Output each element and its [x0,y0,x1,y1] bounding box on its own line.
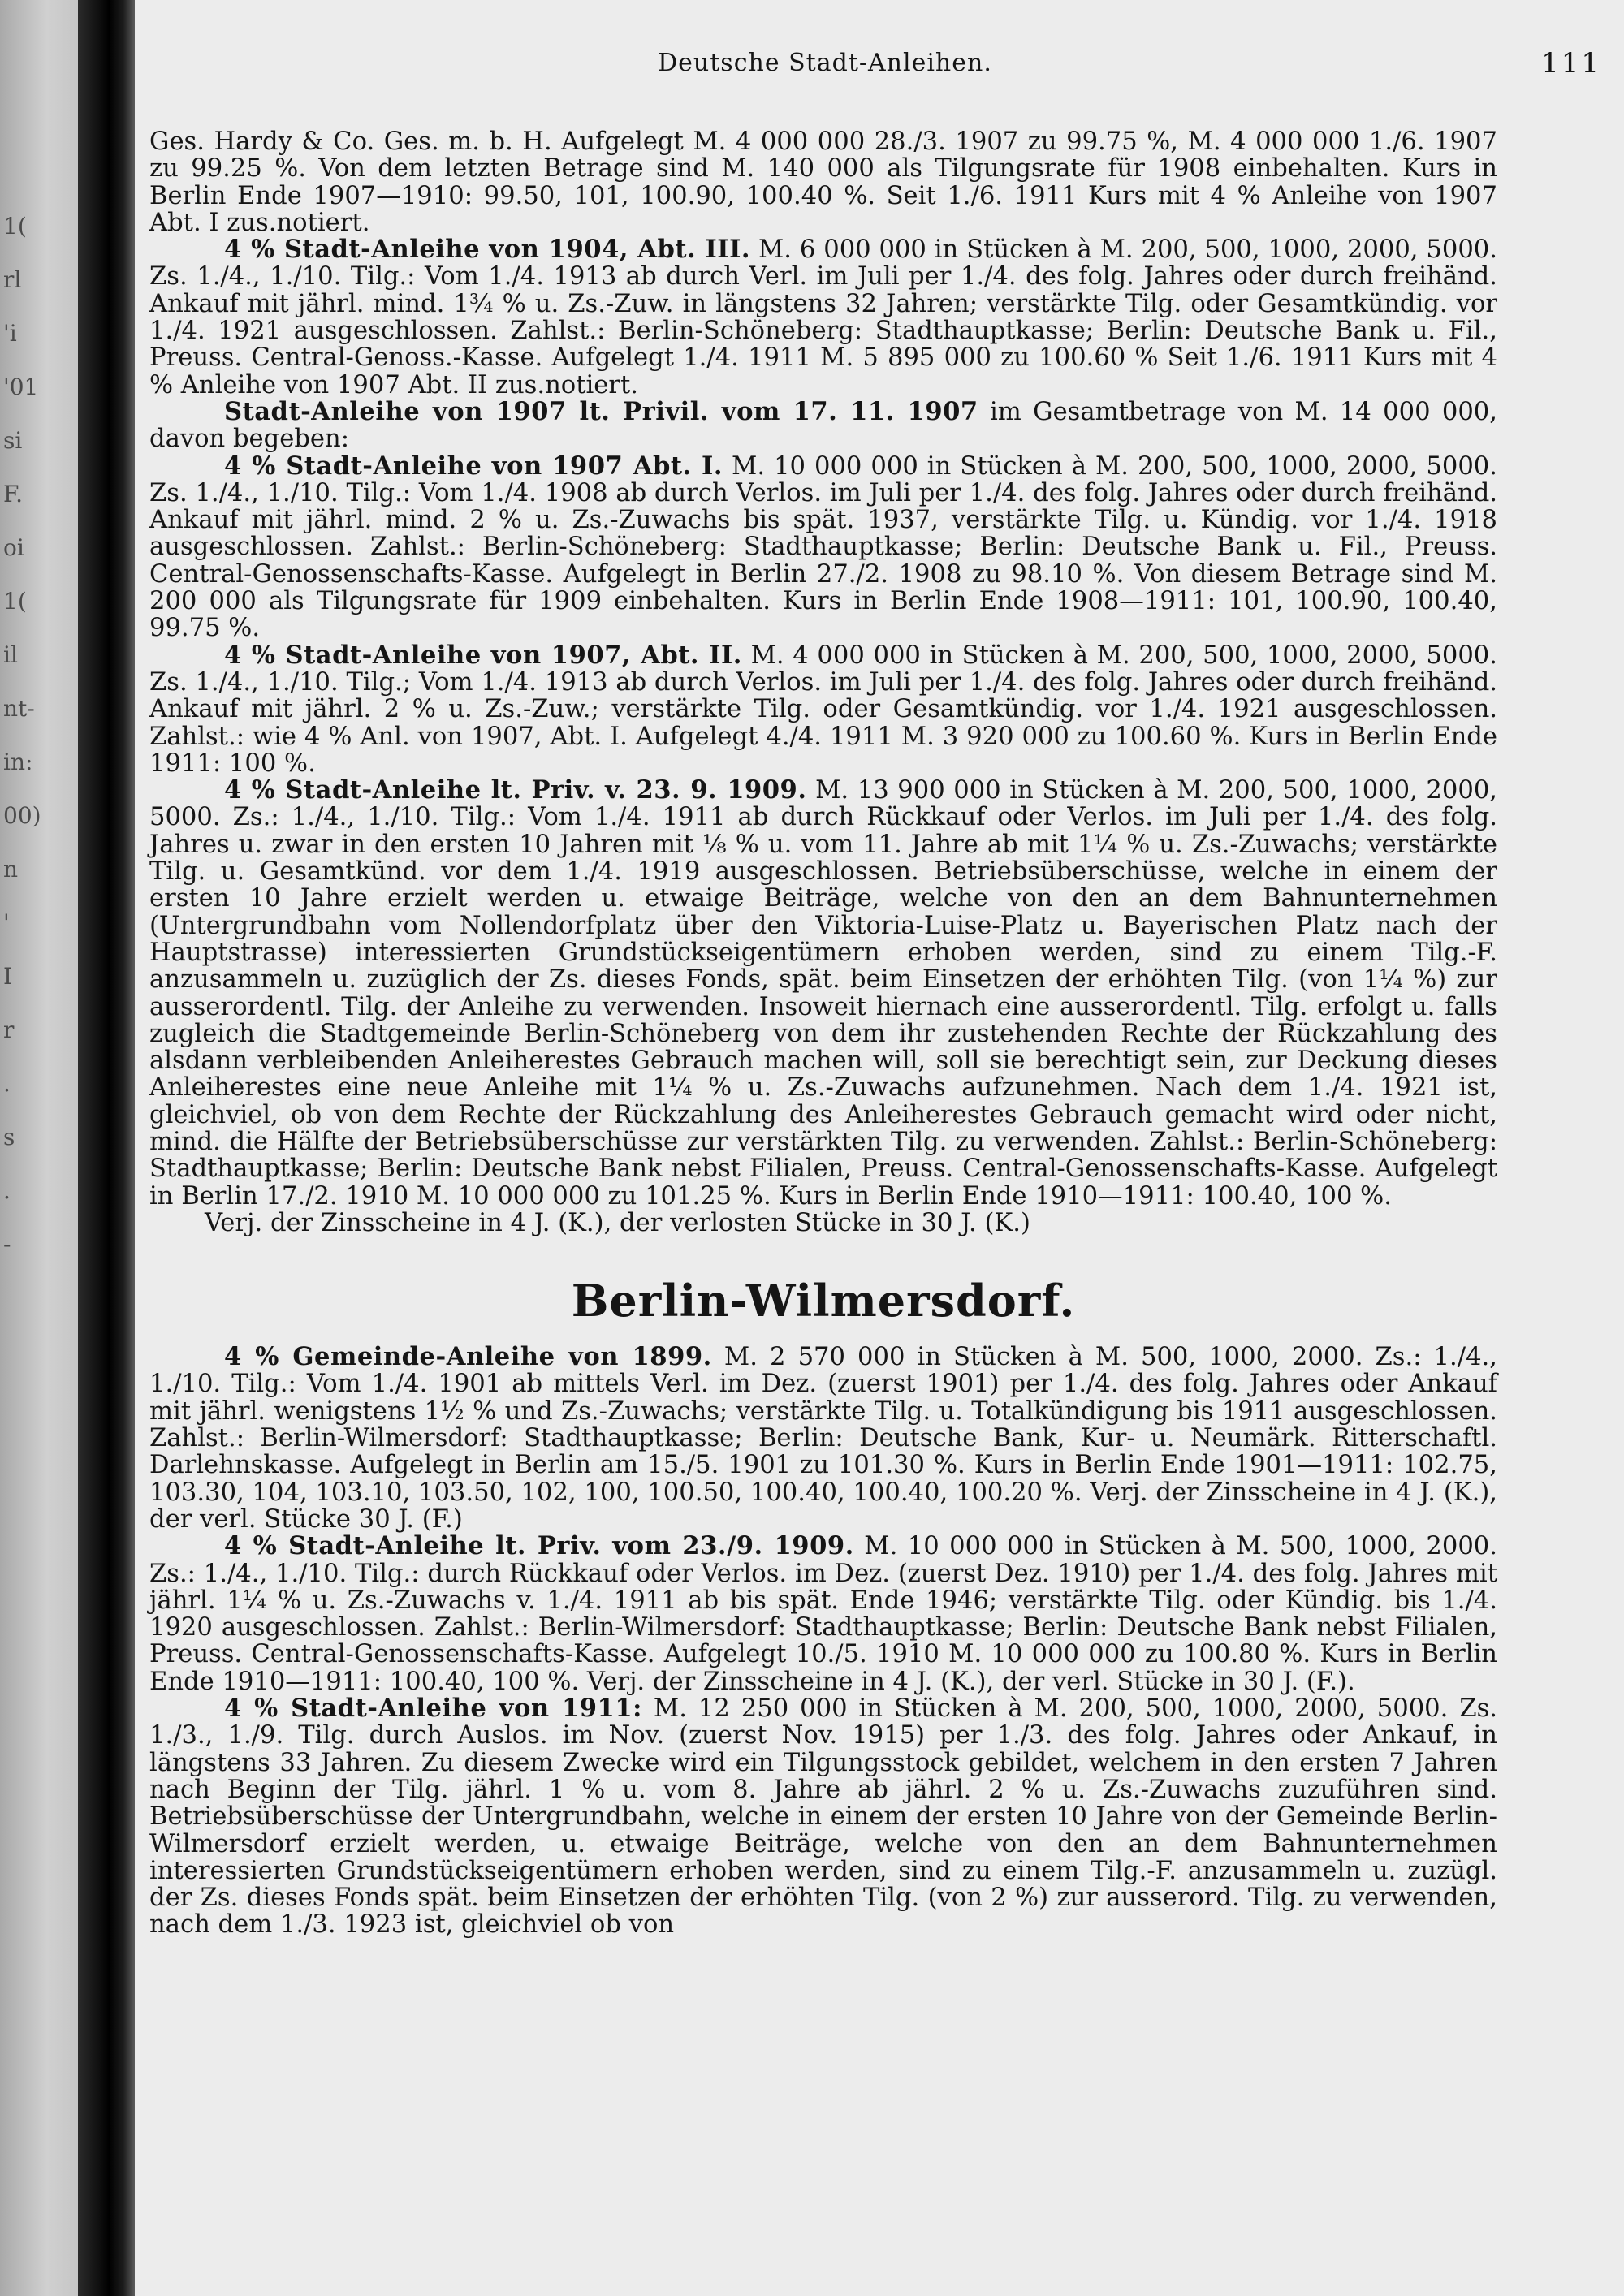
margin-fragment: s [3,1124,15,1150]
entry-stadt-anleihe-1907-abt-ii [149,642,1497,777]
margin-fragment: ' [3,909,10,936]
margin-fragment: 'i [3,320,17,347]
entry-stadt-anleihe-1907-privileg [149,396,1497,454]
loan-title: Stadt-Anleihe von 1907 lt. Privil. vom 17. 11. 1907 [224,396,978,426]
loan-title: 4 % Stadt-Anleihe von 1907, Abt. II. [224,640,742,670]
margin-fragment: il [3,641,18,668]
margin-fragment: - [3,1231,11,1258]
entry-schoeneberg-continued [149,128,1497,236]
loan-title: 4 % Stadt-Anleihe von 1904, Abt. III. [224,235,751,265]
margin-fragment: F. [3,481,23,507]
loan-title: 4 % Stadt-Anleihe von 1911: [224,1694,642,1724]
running-header [135,49,1624,89]
loan-terms: M. 10 000 000 in Stücken à M. 200, 500, 1000, 2000, 5000. Zs. 1./4., 1./10. Tilg.: Vom 1./4. 1908 ab durch Verlos. im Juli per 1./4. des folg. Jahres oder durch freihänd. Ankauf mit jährl. mind. 2 % u. Zs.-Zuwachs bis spät. 1937, verstärkte Tilg. u. Kündig. vor 1./4. 1918 ausgeschlossen. Zahlst.: Berlin-Schöneberg: Stadthauptkasse; Berlin: Deutsche Bank u. Fil., Preuss. Central-Genossenschafts-Kasse. Aufgelegt in Berlin 27./2. 1908 zu 98.10 %. Von diesem Betrage sind M. 200 000 als Tilgungsrate für 1909 einbehalten. Kurs in Berlin Ende 1908—1911: 101, 100.90, 100.40, 99.75 %. [149,451,1497,643]
margin-fragment: . [3,1177,11,1204]
loan-title: 4 % Stadt-Anleihe lt. Priv. vom 23./9. 1909. [224,1531,854,1561]
header-title: Deutsche Stadt-Anleihen. [658,49,992,77]
facing-page-margin [0,0,78,2296]
page-number: 111 [1541,47,1601,80]
loan-title: 4 % Stadt-Anleihe lt. Priv. v. 23. 9. 1909. [224,775,807,805]
entry-gemeinde-anleihe-1899 [149,1344,1497,1533]
margin-fragment: oi [3,534,24,561]
loan-terms: M. 6 000 000 in Stücken à M. 200, 500, 1000, 2000, 5000. Zs. 1./4., 1./10. Tilg.: Vom 1./4. 1913 ab durch Verl. im Juli per 1./4. des folg. Jahres oder durch freihänd. Ankauf mit jährl. mind. 1¾ % u. Zs.-Zuw. in längstens 32 Jahren; verstärkte Tilg. oder Gesamtkündig. vor 1./4. 1921 ausgeschlossen. Zahlst.: Berlin-Schöneberg: Stadthauptkasse; Berlin: Deutsche Bank u. Fil., Preuss. Central-Genoss.-Kasse. Aufgelegt 1./4. 1911 M. 5 895 000 zu 100.60 % Seit 1./6. 1911 Kurs mit 4 % Anleihe von 1907 Abt. II zus.notiert. [149,235,1497,399]
entry-stadt-anleihe-1909 [149,777,1497,1210]
margin-fragment: n [3,856,19,883]
margin-fragment: . [3,1070,11,1097]
loan-terms: M. 12 250 000 in Stücken à M. 200, 500, 1000, 2000, 5000. Zs. 1./3., 1./9. Tilg. durch Auslos. im Nov. (zuerst Nov. 1915) per 1./3. des folg. Jahres oder Ankauf, in längstens 33 Jahren. Zu diesem Zwecke wird ein Tilgungsstock gebildet, welchem in den ersten 7 Jahren nach Beginn der Tilg. jährl. 1 % u. vom 8. Jahre ab jährl. 2 % u. Zs.-Zuwachs zuzuführen sind. Betriebsüberschüsse der Untergrundbahn, welche in einem der ersten 10 Jahre von der Gemeinde Berlin-Wilmersdorf erzielt werden, u. etwaige Beiträge, welche von den an dem Bahnunternehmen interessierten Grundstückseigentümern erhoben werden, sind zu einem Tilg.-F. anzusammeln u. zuzügl. der Zs. dieses Fonds spät. beim Einsetzen der erhöhten Tilg. (von 2 %) zur ausserord. Tilg. zu verwenden, nach dem 1./3. 1923 ist, gleichviel ob von [149,1694,1497,1940]
loan-terms: M. 2 570 000 in Stücken à M. 500, 1000, 2000. Zs.: 1./4., 1./10. Tilg.: Vom 1./4. 1901 ab mittels Verl. im Dez. (zuerst 1901) per 1./4. des folg. Jahres oder Ankauf mit jährl. wenigstens 1½ % und Zs.-Zuwachs; verstärkte Tilg. u. Totalkündigung bis 1911 ausgeschlossen. Zahlst.: Berlin-Wilmersdorf: Stadthauptkasse; Berlin: Deutsche Bank, Kur- u. Neumärk. Ritterschaftl. Darlehnskasse. Aufgelegt in Berlin am 15./5. 1901 zu 101.30 %. Kurs in Berlin Ende 1901—1911: 102.75, 103.30, 104, 103.10, 103.50, 102, 100, 100.50, 100.40, 100.40, 100.20 %. Verj. der Zinsscheine in 4 J. (K.), der verl. Stücke 30 J. (F.) [149,1343,1497,1534]
loan-terms: im Gesamtbetrage von M. 14 000 000, davon begeben: [149,397,1497,454]
section-heading-berlin-wilmersdorf: Berlin-Wilmersdorf. [571,1275,1076,1327]
margin-fragment: 1( [3,213,27,240]
book-gutter [78,0,135,2296]
loan-terms: M. 13 900 000 in Stücken à M. 200, 500, 1000, 2000, 5000. Zs.: 1./4., 1./10. Tilg.: Vom 1./4. 1911 ab durch Rückkauf oder Verlos. im Juli per 1./4. des folg. Jahres u. zwar in den ersten 10 Jahren mit ⅛ % u. vom 11. Jahre ab mit 1¼ % u. Zs.-Zuwachs; verstärkte Tilg. u. Gesamtkünd. vor dem 1./4. 1919 ausgeschlossen. Betriebsüberschüsse, welche in einem der ersten 10 Jahre erzielt werden u. etwaige Beiträge, welche von den an dem Bahnunternehmen (Untergrundbahn vom Nollendorfplatz über den Viktoria-Luise-Platz u. Bayerischen Platz nach der Hauptstrasse) interessierten Grundstückseigentümern erhoben werden, sind zu einem Tilg.-F. anzusammeln u. zuzüglich der Zs. dieses Fonds, spät. beim Einsetzen der erhöhten Tilg. (von 1¼ %) zur ausserordentl. Tilg. der Anleihe zu verwenden. Insoweit hiernach eine ausserordentl. Tilg. erfolgt u. falls zugleich die Stadtgemeinde Berlin-Schöneberg von dem ihr zustehenden Rechte der Rückzahlung des alsdann verbleibenden Anleiherestes Gebrauch machen will, soll sie berechtigt sein, zur Deckung dieses Anleiherestes eine neue Anleihe mit 1¼ % u. Zs.-Zuwachs aufzunehmen. Nach dem 1./4. 1921 ist, gleichviel, ob von dem Rechte der Rückzahlung des Anleiherestes Gebrauch gemacht wird oder nicht, mind. die Hälfte der Betriebsüberschüsse zur verstärkten Tilg. zu verwenden. Zahlst.: Berlin-Schöneberg: Stadthauptkasse; Berlin: Deutsche Bank nebst Filialen, Preuss. Central-Genossenschafts-Kasse. Aufgelegt in Berlin 17./2. 1910 M. 10 000 000 zu 101.25 %. Kurs in Berlin Ende 1910—1911: 100.40, 100 %. [149,776,1498,1211]
margin-fragment: r [3,1016,15,1043]
margin-fragment: si [3,427,23,454]
entry-stadt-anleihe-1909-wilmersdorf [149,1533,1497,1695]
entry-stadt-anleihe-1904-abt-iii [149,236,1497,399]
text-column [149,128,1497,1939]
margin-fragment: 1( [3,588,27,615]
loan-terms: Ges. Hardy & Co. Ges. m. b. H. Aufgelegt M. 4 000 000 28./3. 1907 zu 99.75 %, M. 4 000 000 1./6. 1907 zu 99.25 %. Von dem letzten Betrage sind M. 140 000 als Tilgungsrate für 1908 einbehalten. Kurs in Berlin Ende 1907—1910: 99.50, 101, 100.90, 100.40 %. Seit 1./6. 1911 Kurs mit 4 % Anleihe von 1907 Abt. I zus.notiert. [149,127,1497,237]
margin-fragment: rl [3,266,22,293]
loan-terms: M. 4 000 000 in Stücken à M. 200, 500, 1000, 2000, 5000. Zs. 1./4., 1./10. Tilg.; Vom 1./4. 1913 ab durch Verlos. im Juli per 1./4. des folg. Jahres oder durch freihänd. Ankauf mit jährl. 2 % u. Zs.-Zuw.; verstärkte Tilg. oder Gesamtkündig. vor 1./4. 1921 ausgeschlossen. Zahlst.: wie 4 % Anl. von 1907, Abt. I. Aufgelegt 4./4. 1911 M. 3 920 000 zu 100.60 %. Kurs in Berlin Ende 1911: 100 %. [149,641,1497,778]
margin-fragment: 00) [3,802,41,829]
loan-title: 4 % Gemeinde-Anleihe von 1899. [224,1342,712,1372]
loan-title: 4 % Stadt-Anleihe von 1907 Abt. I. [224,451,723,481]
margin-fragment: I [3,963,13,990]
margin-fragment: in: [3,749,33,775]
verjaehrung-note: Verj. der Zinsscheine in 4 J. (K.), der verlosten Stücke in 30 J. (K.) [205,1208,1030,1237]
entry-stadt-anleihe-1911 [149,1695,1497,1939]
margin-fragment: nt- [3,695,35,722]
margin-fragment: '01 [3,373,39,400]
book-page [135,0,1624,2296]
loan-terms: M. 10 000 000 in Stücken à M. 500, 1000, 2000. Zs.: 1./4., 1./10. Tilg.: durch Rückkauf oder Verlos. im Dez. (zuerst Dez. 1910) per 1./4. des folg. Jahres mit jährl. 1¼ % u. Zs.-Zuwachs v. 1./4. 1911 ab bis spät. Ende 1946; verstärkte Tilg. oder Kündig. bis 1./4. 1920 ausgeschlossen. Zahlst.: Berlin-Wilmersdorf: Stadthauptkasse; Berlin: Deutsche Bank nebst Filialen, Preuss. Central-Genossenschafts-Kasse. Aufgelegt 10./5. 1910 M. 10 000 000 zu 100.80 %. Kurs in Berlin Ende 1910—1911: 100.40, 100 %. Verj. der Zinsscheine in 4 J. (K.), der verl. Stücke in 30 J. (F.). [149,1532,1497,1696]
entry-stadt-anleihe-1907-abt-i [149,453,1497,642]
